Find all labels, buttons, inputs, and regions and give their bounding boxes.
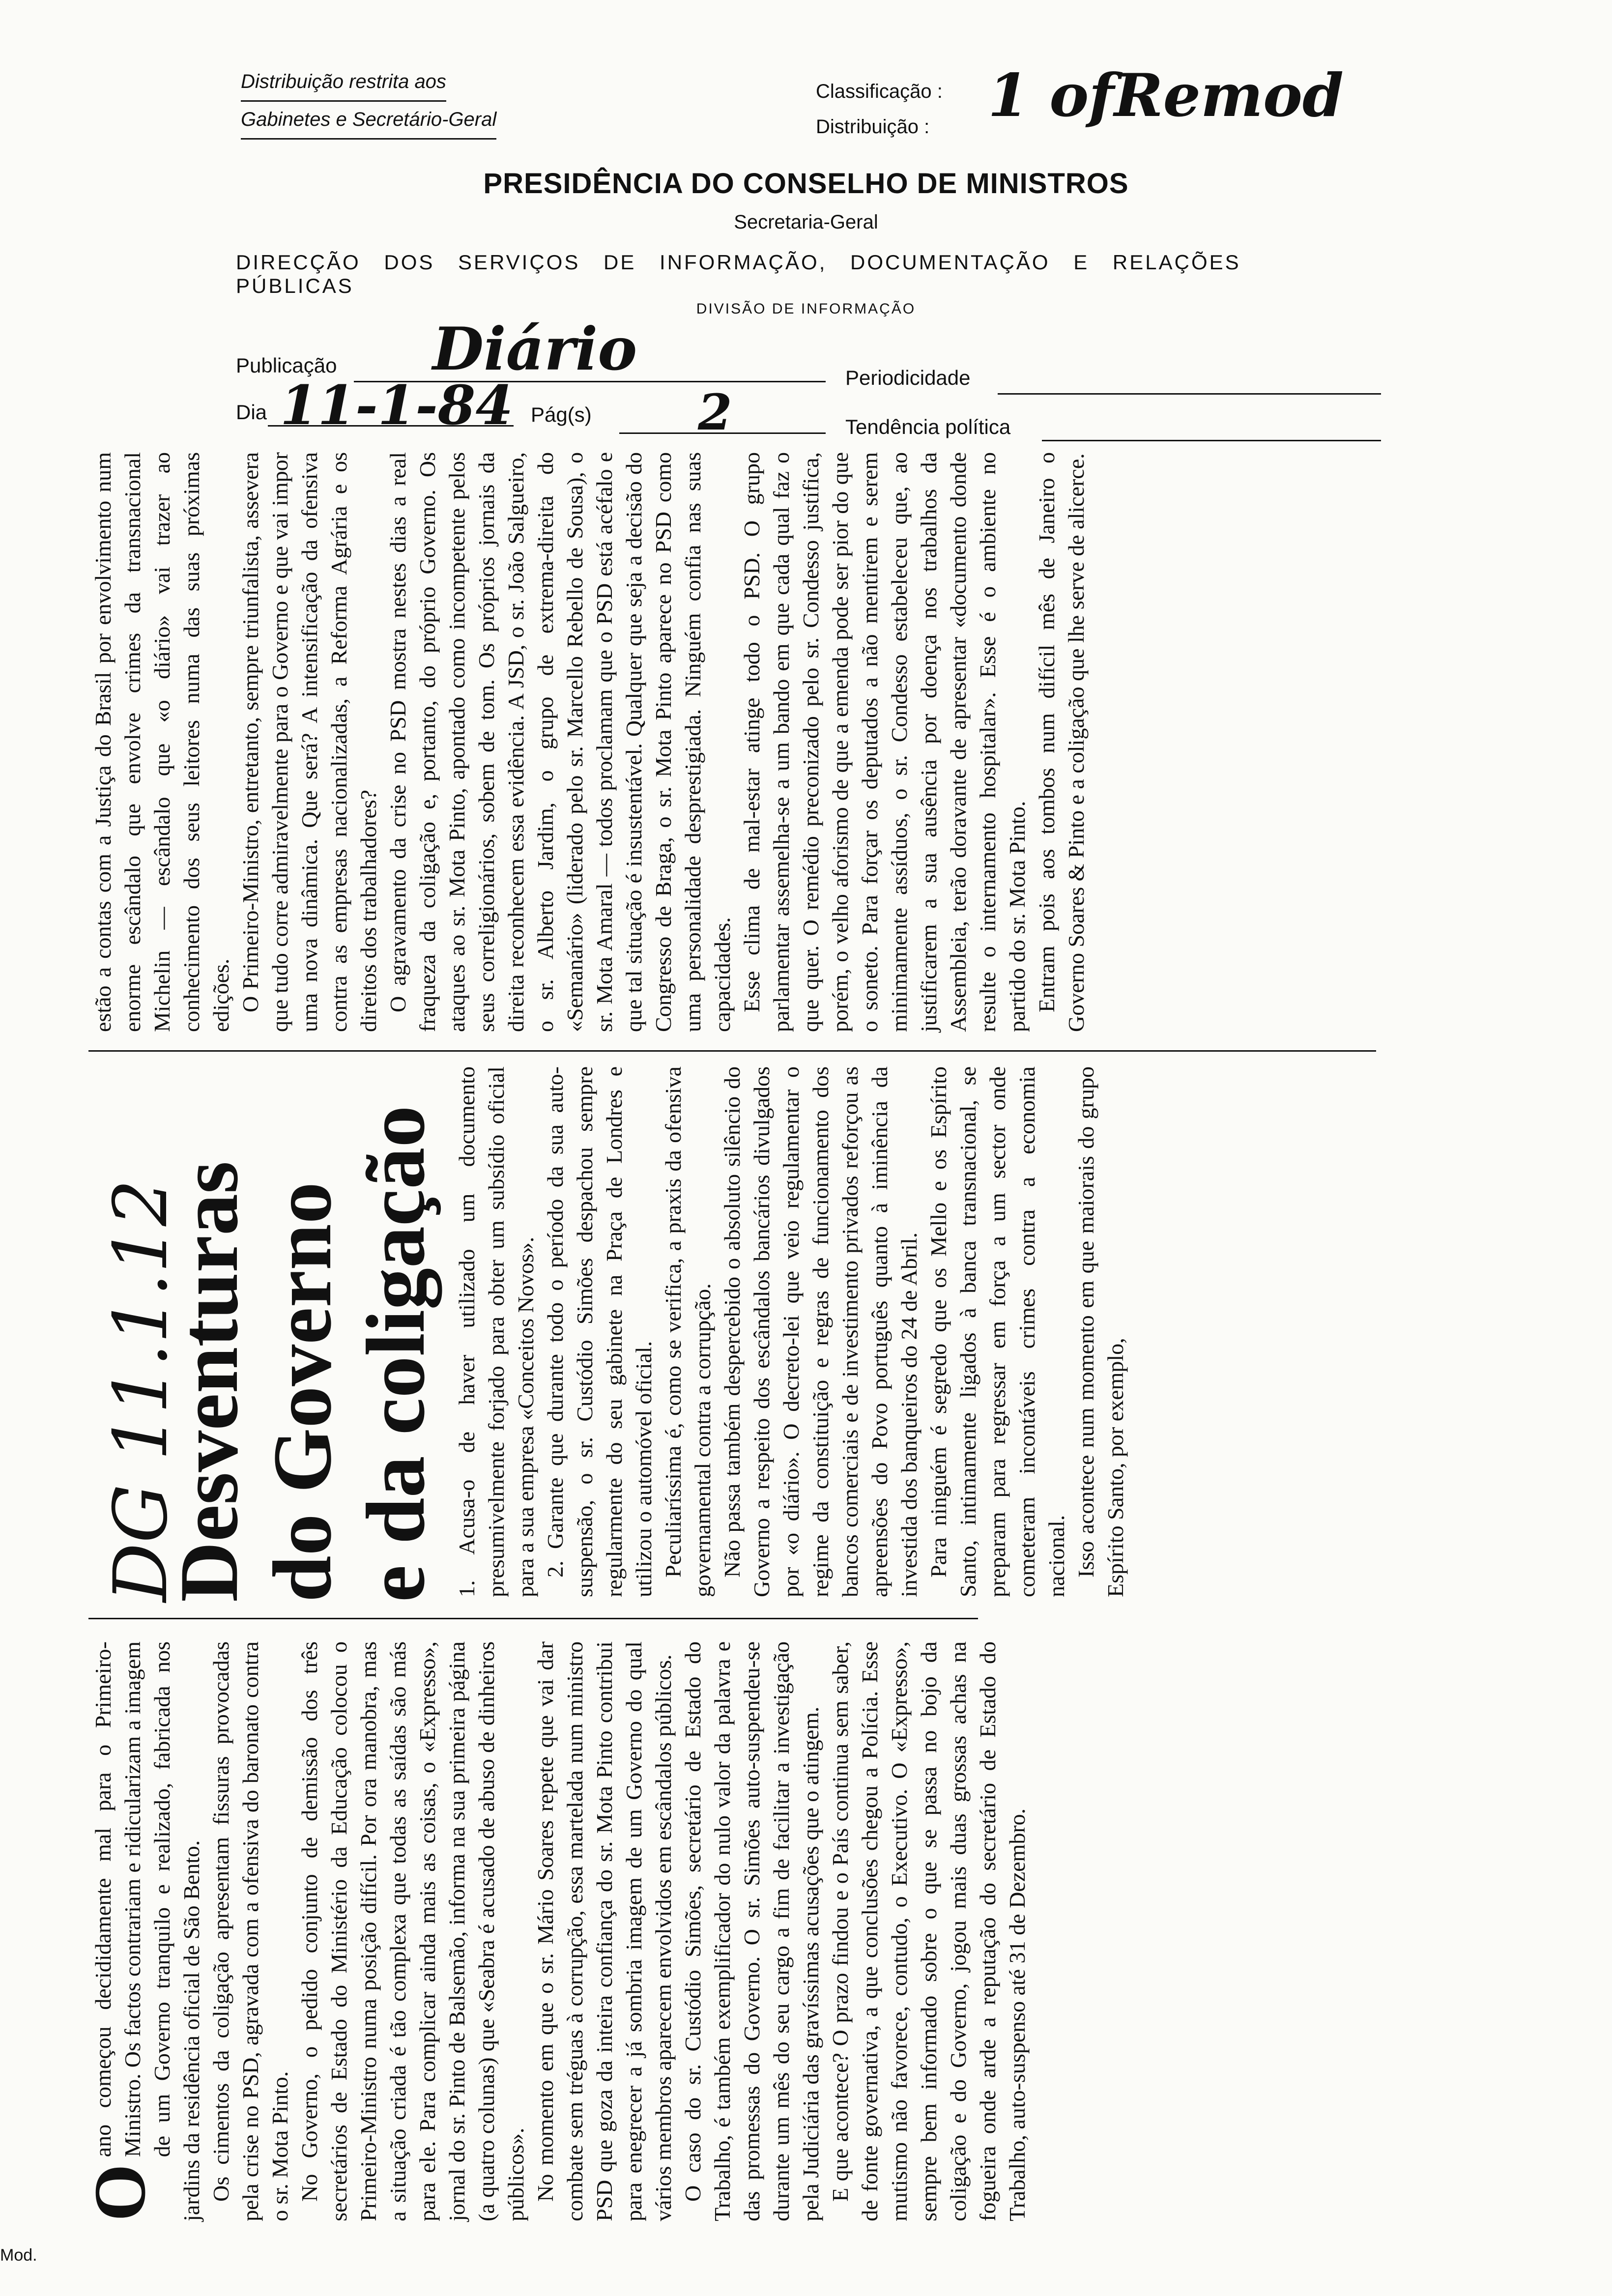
- col1-paragraph: No Governo, o pedido conjunto de demissão dos três secretários de Estado do Ministério da Educação colocou o Primeiro-Ministro numa posição difícil. Por ora manobra, mas a situação criada é tão complexa que todas as saídas são más para ele. Para complicar ainda mais as coisas, o «Expresso», jornal do sr. Pinto de Balsemão, informa na sua primeira página (a quatro colunas) que «Seabra é acusado de abuso de dinheiros públicos».: [297, 1641, 528, 2221]
- col1-paragraph: ano começou decididamente mal para o Primeiro-Ministro. Os factos contrariam e ridicularizam a imagem de um Governo tranquilo e realizado, fabricada nos jardins da residência oficial de São Bento.: [90, 1641, 204, 2221]
- publicacao-value: Diário: [432, 315, 637, 384]
- periodicidade-label: Periodicidade: [845, 366, 971, 389]
- tendencia-label: Tendência política: [845, 415, 1011, 438]
- col2-paragraph: Para ninguém é segredo que os Mello e os Espírito Santo, intimamente ligados à banca transnacional, se preparam para regressar em força a um sector onde cometeram incontáveis crimes contra a economia nacional.: [926, 1066, 1069, 1597]
- restricted-distribution: [241, 64, 496, 140]
- institution-division: DIVISÃO DE INFORMAÇÃO: [696, 301, 916, 317]
- institution-title: PRESIDÊNCIA DO CONSELHO DE MINISTROS: [483, 168, 1129, 200]
- restricted-line-1: Distribuição restrita aos: [241, 64, 446, 102]
- article-column-1: [79, 1641, 1030, 2221]
- distribuicao-handwritten: 1 ofRemod: [988, 61, 1344, 130]
- col2-paragraph: 1. Acusa-o de haver utilizado um documento presumivelmente forjado para obter um subsídio oficial para a sua empresa «Conceitos Novos».: [454, 1066, 538, 1597]
- headline-line-1: Desventuras: [163, 1161, 255, 1602]
- form-model-label: Mod.: [0, 2246, 37, 2265]
- col2-paragraph: Não passa também despercebido o absoluto silêncio do Governo a respeito dos escândalos bancários divulgados por «o diário». O decreto-lei que veio regulamentar o regime da constituição e regras de funcionamento dos bancos comerciais e de investimento privados reforçou as apreensões do Povo português quanto à iminência da investida dos banqueiros do 24 de Abril.: [720, 1066, 921, 1597]
- article-column-2: [452, 1066, 1130, 1597]
- dia-label: Dia: [236, 401, 267, 424]
- dia-value: 11-1-84: [280, 373, 513, 437]
- article-column-3: [88, 452, 1366, 1032]
- restricted-line-2: Gabinetes e Secretário-Geral: [241, 102, 496, 140]
- headline-line-3: e da coligação: [349, 1105, 442, 1602]
- column-divider: [88, 1050, 1376, 1052]
- col3-paragraph: O agravamento da crise no PSD mostra nestes dias a real fraqueza da coligação e, portanto, do próprio Governo. Os ataques ao sr. Mota Pinto, apontado como incompetente pelos seus correligionários, sobem de tom. Os próprios jornais da direita reconhecem essa evidência. A JSD, o sr. João Salgueiro, o sr. Alberto Jardim, o grupo de extrema-direita do «Semanário» (liderado pelo sr. Marcello Rebello de Sousa), o sr. Mota Amaral — todos proclamam que o PSD está acéfalo e que tal situação é insustentável. Qualquer que seja a decisão do Congresso de Braga, o sr. Mota Pinto aparece no PSD como uma personalidade desprestigiada. Ninguém confia nas suas capacidades.: [385, 452, 735, 1032]
- col3-paragraph: estão a contas com a Justiça do Brasil por envolvimento num enorme escândalo que envolve crimes da transnacional Michelin — escândalo que «o diário» vai trazer ao conhecimento dos seus leitores numa das suas próximas edições.: [90, 452, 233, 1032]
- col1-paragraph: Os cimentos da coligação apresentam fissuras provocadas pela crise no PSD, agravada com a ofensiva do baronato contra o sr. Mota Pinto.: [208, 1641, 292, 2221]
- newspaper-clipping: [79, 432, 1391, 2221]
- drop-cap: O: [79, 2164, 161, 2221]
- col2-paragraph: 2. Garante que durante todo o período da sua auto-suspensão, o sr. Custódio Simões despachou sempre regularmente do seu gabinete na Praça de Londres e utilizou o automóvel oficial.: [543, 1066, 656, 1597]
- distribuicao-label: Distribuição :: [816, 116, 930, 138]
- institution-direction: DIRECÇÃO DOS SERVIÇOS DE INFORMAÇÃO, DOCUMENTAÇÃO E RELAÇÕES PÚBLICAS: [236, 251, 1241, 297]
- col2-paragraph: Peculiaríssima é, como se verifica, a praxis da ofensiva governamental contra a corrupção.: [661, 1066, 715, 1597]
- col1-paragraph: No momento em que o sr. Mário Soares repete que vai dar combate sem tréguas à corrupção, essa martelada num ministro PSD que goza da inteira confiança do sr. Mota Pinto contribui para enegrecer a já sombria imagem de um Governo do qual vários membros aparecem envolvidos em escândalos públicos.: [533, 1641, 676, 2221]
- classification-block: [816, 74, 943, 144]
- col3-paragraph: Entram pois aos tombos num difícil mês de Janeiro o Governo Soares & Pinto e a coligação que lhe serve de alicerce.: [1034, 452, 1089, 1032]
- col1-paragraph: E que acontece? O prazo findou e o País continua sem saber, de fonte governativa, a que conclusões chegou a Polícia. Esse mutismo não favorece, contudo, o Executivo. O «Expresso», sempre bem informado sobre o que se passa no bojo da coligação e do Governo, jogou mais duas grossas achas na fogueira onde arde a reputação do secretário de Estado do Trabalho, auto-suspenso até 31 de Dezembro.: [828, 1641, 1030, 2221]
- column-divider: [88, 1618, 978, 1619]
- col3-paragraph: Esse clima de mal-estar atinge todo o PSD. O grupo parlamentar assemelha-se a um bando em que cada qual faz o que quer. O remédio preconizado pelo sr. Condesso justifica, porém, o velho aforismo de que a emenda pode ser pior do que o soneto. Para forçar os deputados a não mentirem e serem minimamente assíduos, o sr. Condesso estabeleceu que, ao justificarem a sua ausência por doença nos trabalhos da Assembleia, terão doravante de apresentar «documento donde resulte o internamento hospitalar». Esse é o ambiente no partido do sr. Mota Pinto.: [739, 452, 1030, 1032]
- pags-label: Pág(s): [531, 403, 592, 426]
- classificacao-label: Classificação :: [816, 81, 943, 102]
- col1-paragraph: O caso do sr. Custódio Simões, secretário de Estado do Trabalho, é também exemplificador do nulo valor da palavra e das promessas do Governo. O sr. Simões auto-suspendeu-se durante um mês do seu cargo a fim de facilitar a investigação pela Judiciária das gravíssimas acusações que o atingem.: [680, 1641, 823, 2221]
- publicacao-label: Publicação: [236, 354, 337, 377]
- institution-subtitle: Secretaria-Geral: [734, 211, 878, 233]
- col3-paragraph: O Primeiro-Ministro, entretanto, sempre triunfalista, assevera que tudo corre admiravelmente para o Governo e que vai impor uma nova dinâmica. Que será? A intensificação da ofensiva contra as empresas nacionalizadas, a Reforma Agrária e os direitos dos trabalhadores?: [238, 452, 381, 1032]
- handwritten-stamp: DG 11.1.12: [98, 1179, 184, 1602]
- periodicidade-line: [998, 393, 1381, 395]
- pags-value: 2: [698, 383, 732, 441]
- col2-paragraph: Isso acontece num momento em que maiorais do grupo Espírito Santo, por exemplo,: [1073, 1066, 1128, 1597]
- headline-line-2: do Governo: [256, 1182, 348, 1602]
